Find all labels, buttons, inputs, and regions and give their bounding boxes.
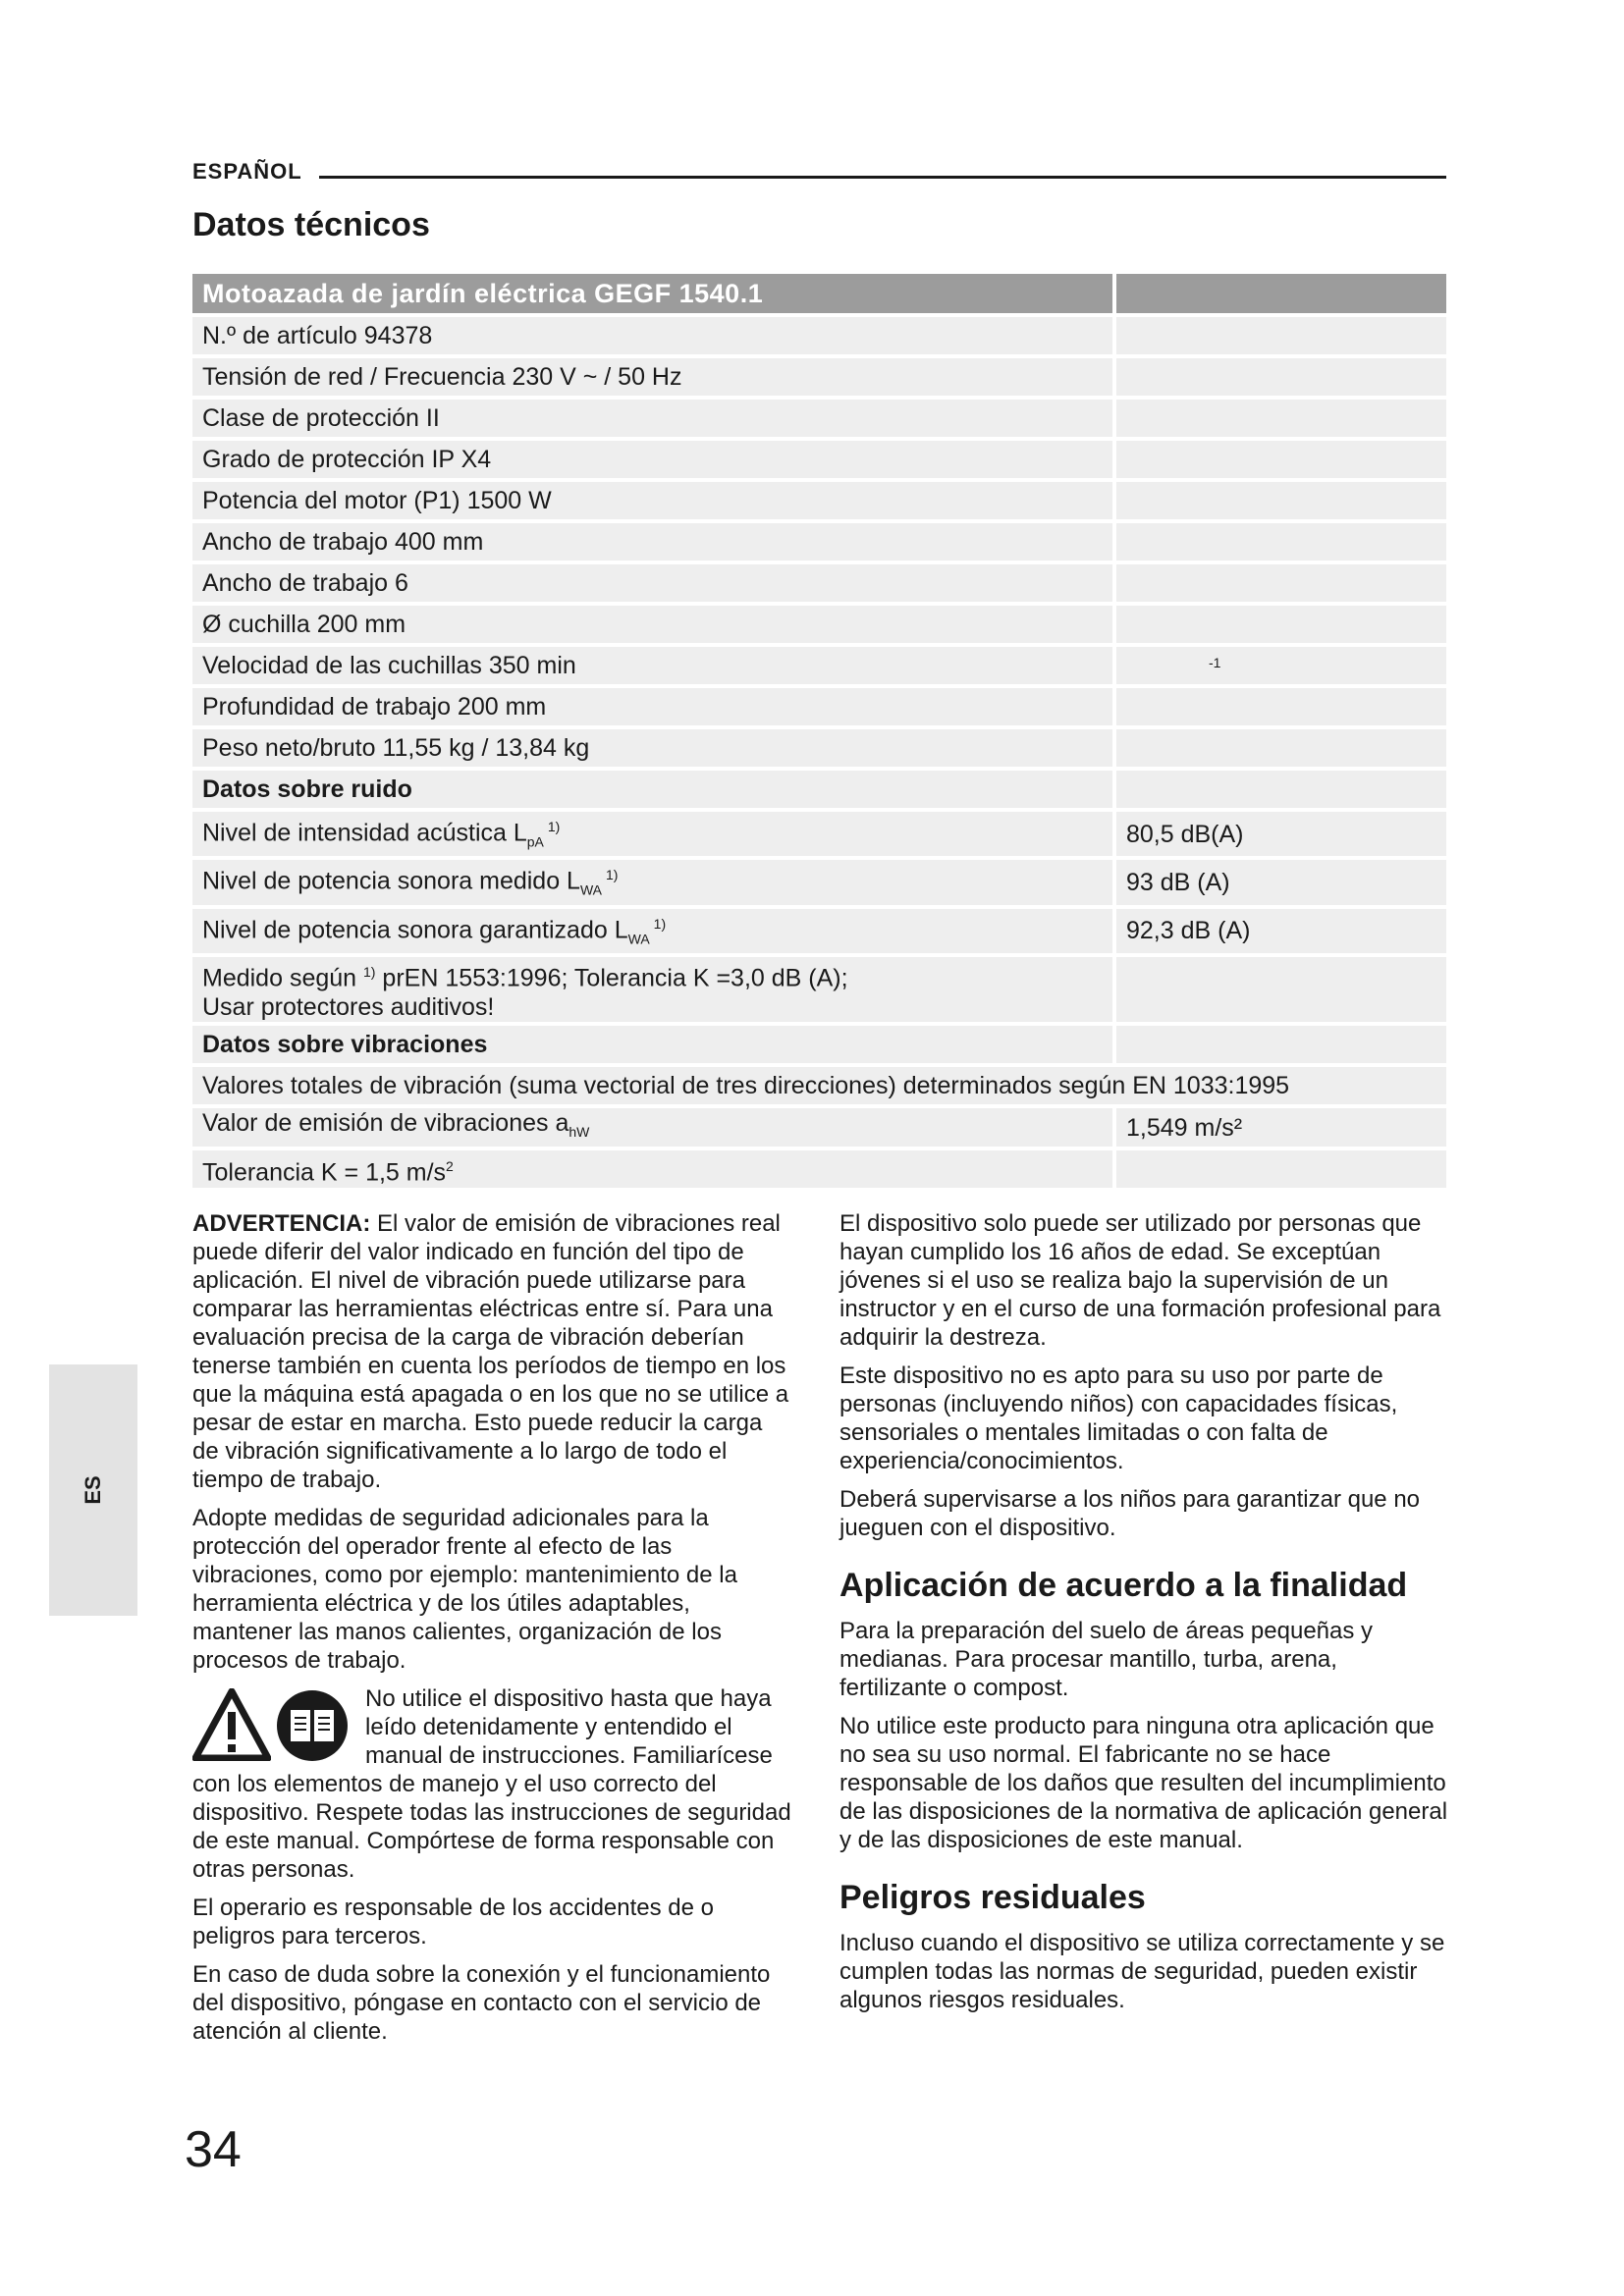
language-side-tab — [49, 1364, 137, 1616]
spec-label-cell — [192, 727, 1114, 769]
application-paragraph-1: Para la preparación del suelo de áreas pequeñas y medianas. Para procesar mantillo, turba, arena, fertilizante o compost. — [839, 1618, 1374, 1701]
read-manual-paragraph: No utilice el dispositivo hasta que haya leído detenidamente y entendido el manual de instrucciones. Familiarícese con los elementos de manejo y el uso correcto del dispositivo. Respete todas las instrucciones de seguridad de este manual. Compórtese de forma responsable con otras personas. — [192, 1685, 791, 1883]
spec-row — [192, 480, 1446, 521]
warning-paragraph — [192, 1209, 791, 1494]
spec-label: Grado de protección IP X4 — [202, 446, 492, 473]
noise-value-cell — [1114, 810, 1446, 858]
noise-heading-row — [192, 769, 1446, 810]
noise-label-subscript: WA — [627, 930, 650, 946]
spec-label: Potencia del motor (P1) 1500 W — [202, 487, 552, 514]
noise-label-cell — [192, 810, 1114, 858]
spec-label: Peso neto/bruto 11,55 kg / 13,84 kg — [202, 734, 590, 762]
spec-label: Tensión de red / Frecuencia 230 V ~ / 50 Hz — [202, 363, 682, 391]
safety-measures-paragraph: Adopte medidas de seguridad adicionales para la protección del operador frente al efecto de las vibraciones, como por ejemplo: mantenimiento de la herramienta eléctrica y de los útiles adaptables, mantener las manos calientes, organización de los procesos de trabajo. — [192, 1505, 737, 1674]
spec-label-cell — [192, 356, 1114, 398]
safety-icons — [192, 1688, 353, 1765]
spec-value-cell — [1114, 727, 1446, 769]
vibration-emission-cell — [192, 1106, 1114, 1148]
residual-risks-paragraph: Incluso cuando el dispositivo se utiliza correctamente y se cumplen todas las normas de seguridad, pueden existir algunos riesgos residuales. — [839, 1930, 1445, 2013]
spec-row — [192, 562, 1446, 604]
age-restriction-paragraph: El dispositivo solo puede ser utilizado por personas que hayan cumplido los 16 años de edad. Se exceptúan jóvenes si el uso se realiza bajo la supervisión de un instructor y en el curso de una formación profesional para adquirir la destreza. — [839, 1210, 1441, 1351]
spec-label-cell — [192, 686, 1114, 727]
spec-row — [192, 439, 1446, 480]
spec-value-cell — [1114, 645, 1446, 686]
vibration-heading-blank — [1114, 1024, 1446, 1065]
read-manual-icon — [275, 1688, 350, 1763]
spec-row — [192, 356, 1446, 398]
noise-footnote-mark: 1) — [606, 867, 619, 883]
noise-value-cell — [1114, 858, 1446, 906]
spec-value-cell — [1114, 521, 1446, 562]
noise-note-row — [192, 955, 1446, 1024]
spec-row — [192, 686, 1446, 727]
spec-label-cell — [192, 439, 1114, 480]
spec-value-cell — [1114, 562, 1446, 604]
noise-label: Nivel de potencia sonora medido L — [202, 867, 580, 895]
vibration-emission-label: Valor de emisión de vibraciones a — [202, 1109, 569, 1138]
vibration-heading-row — [192, 1024, 1446, 1065]
operator-responsibility-paragraph: El operario es responsable de los accidentes de o peligros para terceros. — [192, 1895, 714, 1949]
noise-label: Nivel de intensidad acústica L — [202, 819, 527, 847]
vibration-emission-value: 1,549 m/s² — [1126, 1113, 1243, 1142]
right-column — [839, 1209, 1448, 2024]
application-paragraph-2: No utilice este producto para ninguna otra aplicación que no sea su uso normal. El fabricante no se hace responsable de los daños que resulten del incumplimiento de las disposiciones de la normativa de aplicación general y de las disposiciones de este manual. — [839, 1713, 1448, 1853]
spec-row — [192, 398, 1446, 439]
spec-value-cell — [1114, 315, 1446, 356]
noise-heading-blank — [1114, 769, 1446, 810]
spec-row — [192, 315, 1446, 356]
spec-row — [192, 604, 1446, 645]
noise-note-prefix: Medido según — [202, 964, 364, 992]
tolerance-label: Tolerancia K = 1,5 m/s — [202, 1158, 447, 1187]
spec-value-cell — [1114, 356, 1446, 398]
spec-label-cell — [192, 562, 1114, 604]
vibration-total-cell — [192, 1065, 1446, 1106]
noise-value: 92,3 dB (A) — [1126, 917, 1251, 945]
warning-text: El valor de emisión de vibraciones real puede diferir del valor indicado en función del tipo de aplicación. El nivel de vibración puede utilizarse para comparar las herramientas eléctricas entre sí. Para una evaluación precisa de la carga de vibración deberían tenerse también en cuenta los períodos de tiempo en los que la máquina está apagada o en los que no se utilice a pesar de estar en marcha. Esto puede reducir la carga de vibración significativamente a lo largo de todo el tiempo de trabajo. — [192, 1210, 789, 1493]
spec-value-cell — [1114, 439, 1446, 480]
spec-table — [192, 274, 1446, 1192]
residual-risks-heading: Peligros residuales — [839, 1879, 1146, 1916]
spec-row — [192, 645, 1446, 686]
application-heading: Aplicación de acuerdo a la finalidad — [839, 1567, 1408, 1604]
page-title: Datos técnicos — [192, 206, 430, 243]
spec-table-heading-row — [192, 274, 1446, 315]
spec-label: N.º de artículo 94378 — [202, 322, 433, 349]
noise-note-blank — [1114, 955, 1446, 1024]
tolerance-row — [192, 1148, 1446, 1190]
noise-note-footnote-mark: 1) — [363, 963, 376, 980]
noise-note-line-1 — [202, 957, 1103, 992]
spec-label: Profundidad de trabajo 200 mm — [202, 693, 547, 721]
spec-label: Ø cuchilla 200 mm — [202, 611, 406, 638]
spec-table-heading: Motoazada de jardín eléctrica GEGF 1540.1 — [192, 274, 1114, 315]
spec-label-cell — [192, 398, 1114, 439]
noise-label-cell — [192, 858, 1114, 906]
noise-footnote-mark: 1) — [653, 915, 667, 932]
noise-label-subscript: WA — [579, 881, 603, 898]
warning-triangle-icon — [192, 1688, 271, 1761]
spec-table-heading-blank — [1114, 274, 1446, 315]
spec-value-cell — [1114, 398, 1446, 439]
noise-label-subscript: pA — [526, 833, 544, 850]
spec-row — [192, 727, 1446, 769]
noise-label-cell — [192, 907, 1114, 955]
noise-heading: Datos sobre ruido — [202, 775, 412, 803]
vibration-total-row — [192, 1065, 1446, 1106]
spec-label-cell — [192, 521, 1114, 562]
noise-row — [192, 907, 1446, 955]
noise-note-text: prEN 1553:1996; Tolerancia K =3,0 dB (A); — [375, 964, 848, 992]
spec-value-cell — [1114, 686, 1446, 727]
noise-note-line-2: Usar protectores auditivos! — [202, 993, 495, 1022]
spec-label: Clase de protección II — [202, 404, 440, 432]
noise-label: Nivel de potencia sonora garantizado L — [202, 915, 628, 943]
section-rule — [319, 176, 1446, 179]
noise-value-cell — [1114, 907, 1446, 955]
tolerance-exponent: 2 — [446, 1158, 454, 1175]
noise-row — [192, 810, 1446, 858]
vibration-emission-subscript: hW — [568, 1124, 590, 1141]
vibration-total: Valores totales de vibración (suma vectorial de tres direcciones) determinados según EN 1033:1995 — [202, 1072, 1290, 1100]
noise-value: 80,5 dB(A) — [1126, 820, 1244, 848]
vibration-heading: Datos sobre vibraciones — [202, 1031, 488, 1059]
vibration-emission-value-cell — [1114, 1106, 1446, 1148]
spec-value: -1 — [1209, 654, 1221, 670]
page-number: 34 — [185, 2121, 242, 2178]
warning-label: ADVERTENCIA: — [192, 1210, 371, 1237]
noise-row — [192, 858, 1446, 906]
spec-label-cell — [192, 604, 1114, 645]
spec-label-cell — [192, 480, 1114, 521]
noise-footnote-mark: 1) — [547, 819, 561, 834]
spec-value-cell — [1114, 604, 1446, 645]
spec-label: Ancho de trabajo 6 — [202, 569, 408, 597]
spec-label: Velocidad de las cuchillas 350 min — [202, 652, 576, 679]
tolerance-blank — [1114, 1148, 1446, 1190]
vibration-heading-cell — [192, 1024, 1114, 1065]
spec-label: Ancho de trabajo 400 mm — [202, 528, 484, 556]
noise-value: 93 dB (A) — [1126, 868, 1230, 896]
language-tab-label: ES — [81, 1475, 105, 1505]
section-label: ESPAÑOL — [192, 159, 302, 184]
spec-row — [192, 521, 1446, 562]
tolerance-cell — [192, 1148, 1114, 1190]
noise-heading-cell — [192, 769, 1114, 810]
left-column — [192, 1209, 791, 2056]
capabilities-paragraph: Este dispositivo no es apto para su uso por parte de personas (incluyendo niños) con capacidades físicas, sensoriales o mentales limitadas o con falta de experiencia/conocimientos. — [839, 1362, 1398, 1474]
children-paragraph: Deberá supervisarse a los niños para garantizar que no jueguen con el dispositivo. — [839, 1486, 1421, 1541]
spec-label-cell — [192, 645, 1114, 686]
spec-label-cell — [192, 315, 1114, 356]
spec-value-cell — [1114, 480, 1446, 521]
noise-note-cell — [192, 955, 1114, 1024]
vibration-emission-row — [192, 1106, 1446, 1148]
customer-service-paragraph: En caso de duda sobre la conexión y el funcionamiento del dispositivo, póngase en contacto con el servicio de atención al cliente. — [192, 1961, 771, 2045]
